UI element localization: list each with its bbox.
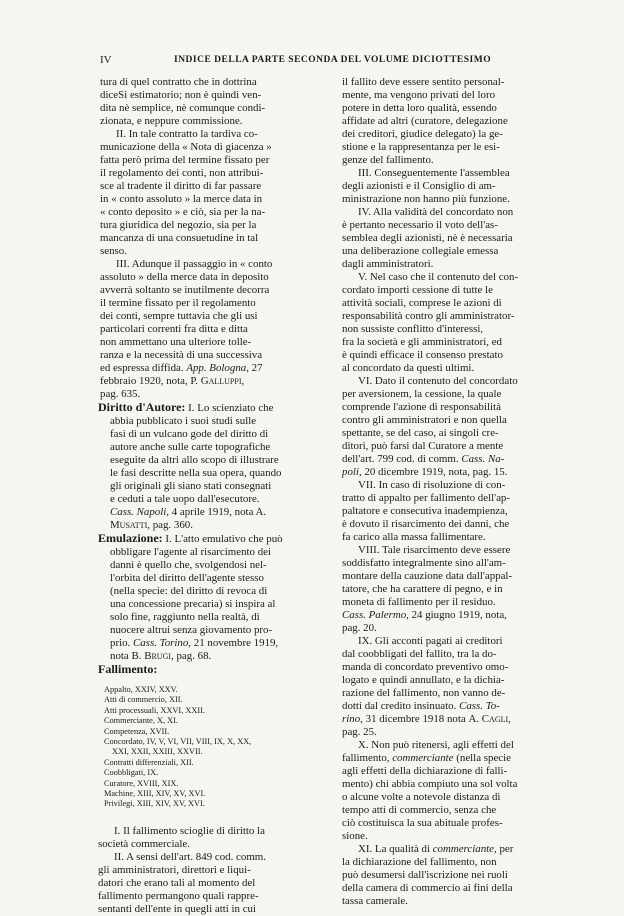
text-line: [342, 752, 554, 765]
text-line: dei creditori, giudice delegato) la ge-: [342, 128, 503, 140]
citation-author: A. Cagli,: [468, 713, 511, 725]
text-line: ministrazione non hanno più funzione.: [342, 193, 510, 205]
text-line: una concessione precaria) si inspira al: [110, 598, 276, 610]
text-line: [342, 453, 554, 466]
text-line: [342, 713, 554, 726]
text-line: può desumersi dall'iscrizione nei ruoli: [342, 869, 508, 881]
entry-emulazione: [98, 532, 325, 663]
text-line: X. Non può ritenersi, agli effetti del: [358, 739, 514, 751]
citation-text: 24 giugno 1919, nota,: [411, 609, 507, 621]
text-line: il regolamento dei conti, non attribui-: [100, 167, 264, 179]
text-line: è quindi efficace il consenso prestato: [342, 349, 503, 361]
text-line: III. Adunque il passaggio in « conto: [116, 258, 273, 270]
text-line: le fasi descritte nella sua opera, quando: [110, 467, 282, 479]
paragraph-cont: [100, 76, 325, 128]
paragraph-iii: [100, 258, 325, 401]
text-line: agli effetti della dichiarazione di falli-: [342, 765, 508, 777]
index-entry: Competenza, XVII.: [104, 726, 170, 736]
text-line: danni è quello che, svolgendosi nel-: [110, 559, 267, 571]
text-line: società commerciale.: [98, 837, 190, 850]
text-line: [98, 637, 325, 650]
citation-page: pag. 68.: [176, 650, 212, 662]
text-line: tassa camerale.: [342, 895, 408, 907]
citation-date: 27: [251, 362, 263, 374]
text-line: o alcune volte a notevole distanza di: [342, 791, 501, 803]
text-line: non ammettano una ulteriore tolle-: [100, 336, 252, 348]
text-line: comprende l'azione di responsabilità: [342, 401, 501, 413]
text-run: dell'art. 799 cod. di comm.: [342, 453, 459, 465]
paragraph-v: [342, 271, 554, 375]
index-entry: Atti di commercio, XII.: [104, 695, 183, 705]
citation-author: Musatti,: [110, 519, 150, 531]
headword: Emulazione:: [98, 531, 163, 545]
text-line: la dichiarazione del fallimento, non: [342, 856, 497, 868]
paragraph-iv: [342, 206, 554, 271]
entry-diritto-autore: [98, 401, 325, 532]
page-number: IV: [100, 54, 112, 66]
index-entry: Concordato, IV, V, VI, VII, VIII, IX, X, XX,: [104, 737, 252, 747]
citation-page: pag. 360.: [152, 519, 193, 531]
text-line: VIII. Tale risarcimento deve essere: [358, 544, 511, 556]
text-line: [342, 700, 554, 713]
text-line: mente, ma vengono privati del loro: [342, 89, 496, 101]
citation-text: 4 aprile 1919, nota A.: [171, 506, 267, 518]
text-line: cordato importi cessione di tutte le: [342, 284, 493, 296]
entry-fallimento: [98, 663, 325, 916]
text-line: dal coobbligati del fallito, tra la do-: [342, 648, 497, 660]
text-line: (nella specie: del diritto di revoca di: [110, 585, 268, 597]
text-line: è pertanto necessario il voto dell'as-: [342, 219, 498, 231]
text-line: affidate ad altri (curatore, delegazione: [342, 115, 508, 127]
paragraph-vii: [342, 479, 554, 544]
text-line: zionata, e neppure commissione.: [100, 115, 243, 127]
text-line: autore anche sulle carte topografiche: [110, 441, 271, 453]
text-line: datori che erano tali al momento del: [98, 876, 256, 889]
citation-court: Cass. Na-: [461, 453, 505, 465]
text-line: « conto deposito » e ciò, sia per la na-: [100, 206, 266, 218]
text-line: fatta però prima del termine fissato per: [100, 154, 270, 166]
index-entry: Coobbligati, IX.: [104, 768, 159, 778]
text-line: paltatore e consecutiva inadempienza,: [342, 505, 508, 517]
text-line: [342, 609, 554, 622]
text-line: abbia pubblicato i suoi studi sulle: [110, 415, 257, 427]
text-line: [98, 401, 325, 415]
text-run: fallimento,: [342, 752, 390, 764]
citation-page: pag. 20.: [342, 622, 377, 634]
paragraph-ix: [342, 635, 554, 739]
text-line: [342, 466, 554, 479]
text-line: gli amministratori, direttori e liqui-: [98, 863, 251, 876]
text-line: fasi di un vulcano gode del diritto di: [110, 428, 269, 440]
text-run: (nella specie: [456, 752, 511, 764]
text-line: fallimento permangono quali rappre-: [98, 889, 259, 902]
text-line: soddisfatto integralmente sino all'am-: [342, 557, 506, 569]
text-line: manda di concordato preventivo omo-: [342, 661, 509, 673]
headword: Diritto d'Autore:: [98, 400, 186, 414]
paragraph-ii: [100, 128, 325, 258]
text-line: diceSi estimatorio; non è quindi ven-: [100, 89, 262, 101]
text-line: in « conto assoluto » la merce data in: [100, 193, 263, 205]
citation-court: rino,: [342, 713, 363, 725]
text-line: potere in detta loro qualità, essendo: [342, 102, 497, 114]
citation-text: nota B.: [110, 650, 142, 662]
text-line: V. Nel caso che il contenuto del con-: [358, 271, 519, 283]
text-line: tura di quel contratto che in dottrina: [100, 76, 257, 88]
text-line: il fallito deve essere sentito personal-: [342, 76, 505, 88]
right-column: [342, 76, 554, 908]
text-line: attività sociali, comprese le azioni di: [342, 297, 502, 309]
text-line: ditori, può farsi dal Curatore a mente: [342, 440, 504, 452]
citation-text: 31 dicembre 1918 nota: [365, 713, 466, 725]
paragraph-ii-cont: [342, 76, 554, 167]
subject-index: [98, 685, 325, 810]
text-line: l'orbita del diritto dell'agente stesso: [110, 572, 264, 584]
text-line: spettante, se del caso, ai singoli cre-: [342, 427, 499, 439]
text-line: razione del fallimento, non vanno de-: [342, 687, 506, 699]
citation-court: Cass. To-: [459, 700, 500, 712]
headword: Fallimento:: [98, 662, 158, 676]
text-line: gli originali gli siano stati consegnati: [110, 480, 272, 492]
text-run: XI. La qualità di: [358, 843, 430, 855]
text-line: nuocere altrui senza giovamento pro-: [110, 624, 273, 636]
text-line: II. A sensi dell'art. 849 cod. comm.: [114, 850, 266, 863]
text-line: [342, 843, 554, 856]
index-entry: Appalto, XXIV, XXV.: [104, 685, 178, 694]
index-entry: Commerciante, X, XI.: [104, 716, 178, 726]
citation-text: 21 novembre 1919,: [193, 637, 279, 649]
text-line: mancanza di una consuetudine in tal: [100, 232, 259, 244]
citation-author: Galluppi,: [200, 375, 245, 387]
text-line: degli azionisti e il Consiglio di am-: [342, 180, 496, 192]
text-line: IX. Gli acconti pagati ai creditori: [358, 635, 503, 647]
citation-court: Cass. Torino,: [133, 637, 192, 649]
text-line: e ceduti a tale uopo dall'esecutore.: [110, 493, 260, 505]
text-run: I. L'atto emulativo che può: [165, 533, 283, 545]
citation-court: App. Bologna,: [186, 362, 249, 374]
text-line: VI. Dato il contenuto del concordato: [358, 375, 518, 387]
text-run: prio.: [110, 637, 131, 649]
text-line: II. In tale contratto la tardiva co-: [116, 128, 258, 140]
text-line: al concordato da questi ultimi.: [342, 362, 475, 374]
text-line: dei conti, sempre tuttavia che gli usi: [100, 310, 258, 322]
text-line: sentanti dell'ente in quegli atti in cui: [98, 902, 257, 915]
citation-court: poli,: [342, 466, 362, 478]
index-entry: XXI, XXII, XXIII, XXVII.: [112, 747, 203, 757]
text-line: stione e la rappresentanza per le esi-: [342, 141, 500, 153]
text-line: ciò costituisca la sua abituale profes-: [342, 817, 503, 829]
text-line: [98, 506, 325, 519]
text-line: mento) chi abbia compiuto una sol volta: [342, 778, 518, 790]
text-line: assoluto » della merce data in deposito: [100, 271, 269, 283]
citation-page: pag. 635.: [100, 388, 141, 400]
text-line: tempo atti di commercio, senza che: [342, 804, 497, 816]
text-line: responsabilità contro gli amministrator-: [342, 310, 515, 322]
text-line: logato e quindi annullato, e la dichia-: [342, 674, 505, 686]
text-line: ranza e la necessità di una successiva: [100, 349, 263, 361]
text-run: I. Lo scienziato che: [188, 402, 274, 414]
text-run: ed espressa diffida.: [100, 362, 184, 374]
paragraph-iii: [342, 167, 554, 206]
text-line: [100, 362, 325, 375]
text-run: dotti dal credito insinuato.: [342, 700, 457, 712]
paragraph-xi: [342, 843, 554, 908]
index-entry: Privilegi, XIII, XIV, XV, XVI.: [104, 799, 205, 809]
text-line: sce al tradente il diritto di far passare: [100, 180, 262, 192]
text-line: tura giuridica del negozio, sia per la: [100, 219, 257, 231]
citation-page: pag. 25.: [342, 726, 377, 738]
text-line: tratto di appalto per fallimento dell'ap-: [342, 492, 510, 504]
text-line: eseguite da altri allo scopo di illustrare: [110, 454, 279, 466]
paragraph-viii: [342, 544, 554, 635]
citation-text: 20 dicembre 1919, nota, pag. 15.: [364, 466, 508, 478]
text-line: particolari correnti fra ditta e ditta: [100, 323, 248, 335]
text-line: VII. In caso di risoluzione di con-: [358, 479, 506, 491]
text-line: non sussiste conflitto d'interessi,: [342, 323, 484, 335]
text-line: sione.: [342, 830, 368, 842]
citation-court: Cass. Palermo,: [342, 609, 409, 621]
citation-text: febbraio 1920, nota, P.: [100, 375, 198, 387]
text-line: semblea degli azionisti, nè è necessaria: [342, 232, 513, 244]
text-run: commerciante,: [432, 843, 497, 855]
text-line: montare della cauzione data dall'appal-: [342, 570, 513, 582]
text-line: dita nè semplice, nè comunque condi-: [100, 102, 266, 114]
text-line: della camera di commercio ai fini della: [342, 882, 513, 894]
citation-author: Brugi,: [144, 650, 174, 662]
index-entry: Atti processuali, XXVI, XXII.: [104, 705, 205, 715]
text-line: [100, 375, 325, 388]
text-line: fra la società e gli amministratori, ed: [342, 336, 502, 348]
text-line: III. Conseguentemente l'assemblea: [358, 167, 510, 179]
text-line: è dovuto il risarcimento dei danni, che: [342, 518, 510, 530]
text-run: per: [499, 843, 514, 855]
text-line: [98, 532, 325, 546]
text-line: dagli amministratori.: [342, 258, 434, 270]
text-line: una deliberazione collegiale emessa: [342, 245, 499, 257]
index-entry: Machine, XIII, XIV, XV, XVI.: [104, 789, 206, 799]
index-entry: Curatore, XVIII, XIX.: [104, 778, 179, 788]
left-column: [100, 76, 325, 916]
paragraph-x: [342, 739, 554, 843]
paragraph-vi: [342, 375, 554, 479]
text-line: solo fine, raggiunto nella realtà, di: [110, 611, 260, 623]
text-line: fa carico alla massa fallimentare.: [342, 531, 486, 543]
text-line: moneta di fallimento per il residuo.: [342, 596, 496, 608]
text-line: I. Il fallimento scioglie di diritto la: [114, 824, 265, 837]
text-line: IV. Alla validità del concordato non: [358, 206, 514, 218]
citation-court: Cass. Napoli,: [110, 506, 170, 518]
text-line: per aversionem, la cessione, la quale: [342, 388, 502, 400]
text-line: tatore, che ha carattere di pegno, e in: [342, 583, 503, 595]
index-entry: Contratti differenziali, XII.: [104, 757, 194, 767]
text-line: il termine fissato per il regolamento: [100, 297, 256, 309]
text-line: municazione della « Nota di giacenza »: [100, 141, 272, 153]
text-line: senso.: [100, 245, 127, 257]
text-line: obbligare l'agente al risarcimento dei: [110, 546, 272, 558]
text-line: avverrà soltanto se inutilmente decorra: [100, 284, 270, 296]
text-run: commerciante: [392, 752, 454, 764]
page-header: [100, 54, 530, 70]
running-title: INDICE DELLA PARTE SECONDA DEL VOLUME DICIOTTESIMO: [174, 55, 492, 65]
text-line: genze del fallimento.: [342, 154, 434, 166]
text-line: contro gli amministratori e non quella: [342, 414, 507, 426]
